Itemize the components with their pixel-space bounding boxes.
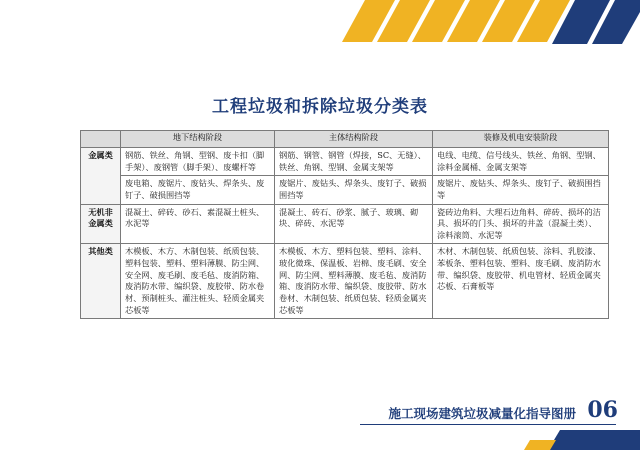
table-row: [81, 244, 609, 319]
table-row: [81, 176, 609, 204]
category-metal: 金属类: [81, 148, 121, 205]
table-cell: 木材、木制包装、纸质包装、涂料、乳胶漆、苯板条、塑料包装、塑料、废毛刷、废消防水带、编织袋、废胶带、机电管材、轻质金属夹芯板、石膏板等: [433, 244, 609, 319]
footer-divider: [360, 424, 616, 425]
table-cell: 电线、电缆、信号线头、铁丝、角钢、型钢、涂料金属桶、金属支架等: [433, 148, 609, 176]
table-row: [81, 204, 609, 244]
page-number: 06: [587, 397, 618, 423]
page-title: 工程垃圾和拆除垃圾分类表: [212, 97, 428, 117]
table-cell: 木模板、木方、塑料包装、塑料、涂料、玻化微珠、保温板、岩棉、废毛刷、安全网、防尘网、塑料薄膜、废毛毡、废消防箱、废消防水带、编织袋、废胶带、防水卷材、木制包装、纸质包装、轻质金属夹芯板等: [275, 244, 433, 319]
header-decoration: [0, 0, 640, 60]
header-corner: [81, 131, 121, 148]
table-cell: 废电箱、废锯片、废钻头、焊条头、废钉子、破损围挡等: [121, 176, 275, 204]
table-cell: 废锯片、废钻头、焊条头、废钉子、破损围挡等: [275, 176, 433, 204]
footer-decoration: [0, 430, 640, 450]
table-cell: 瓷砖边角料、大理石边角料、碎砖、损坏的洁具、损坏的门头、损坏的井盖（混凝土类）、涂料滚筒、水泥等: [433, 204, 609, 244]
header-underground-stage: 地下结构阶段: [121, 131, 275, 148]
gold-stripes: [342, 0, 570, 42]
table-header-row: [81, 131, 609, 148]
table-row: [81, 148, 609, 176]
table-cell: 混凝土、碎砖、砂石、素混凝土桩头、水泥等: [121, 204, 275, 244]
waste-classification-table: [80, 130, 609, 319]
table-cell: 混凝土、砖石、砂浆、腻子、玻璃、砌块、碎砖、水泥等: [275, 204, 433, 244]
table-cell: 废锯片、废钻头、焊条头、废钉子、破损围挡等: [433, 176, 609, 204]
footer-title: 施工现场建筑垃圾减量化指导图册: [388, 406, 576, 421]
table-cell: 钢筋、钢管、钢管（焊接，SC、无缝）、铁丝、角钢、型钢、金属支架等: [275, 148, 433, 176]
table-cell: 木模板、木方、木制包装、纸质包装、塑料包装、塑料、塑料薄膜、防尘网、安全网、废毛刷、废毛毡、废消防箱、废消防水带、编织袋、废胶带、防水卷材、预制桩头、灌注桩头、轻质金属夹芯板等: [121, 244, 275, 319]
header-decoration-mep-stage: 装修及机电安装阶段: [433, 131, 609, 148]
category-inorganic-nonmetal: 无机非金属类: [81, 204, 121, 244]
category-other: 其他类: [81, 244, 121, 319]
header-main-structure-stage: 主体结构阶段: [275, 131, 433, 148]
table-cell: 钢筋、铁丝、角钢、型钢、废卡扣（脚手架）、废钢管（脚手架）、废螺杆等: [121, 148, 275, 176]
